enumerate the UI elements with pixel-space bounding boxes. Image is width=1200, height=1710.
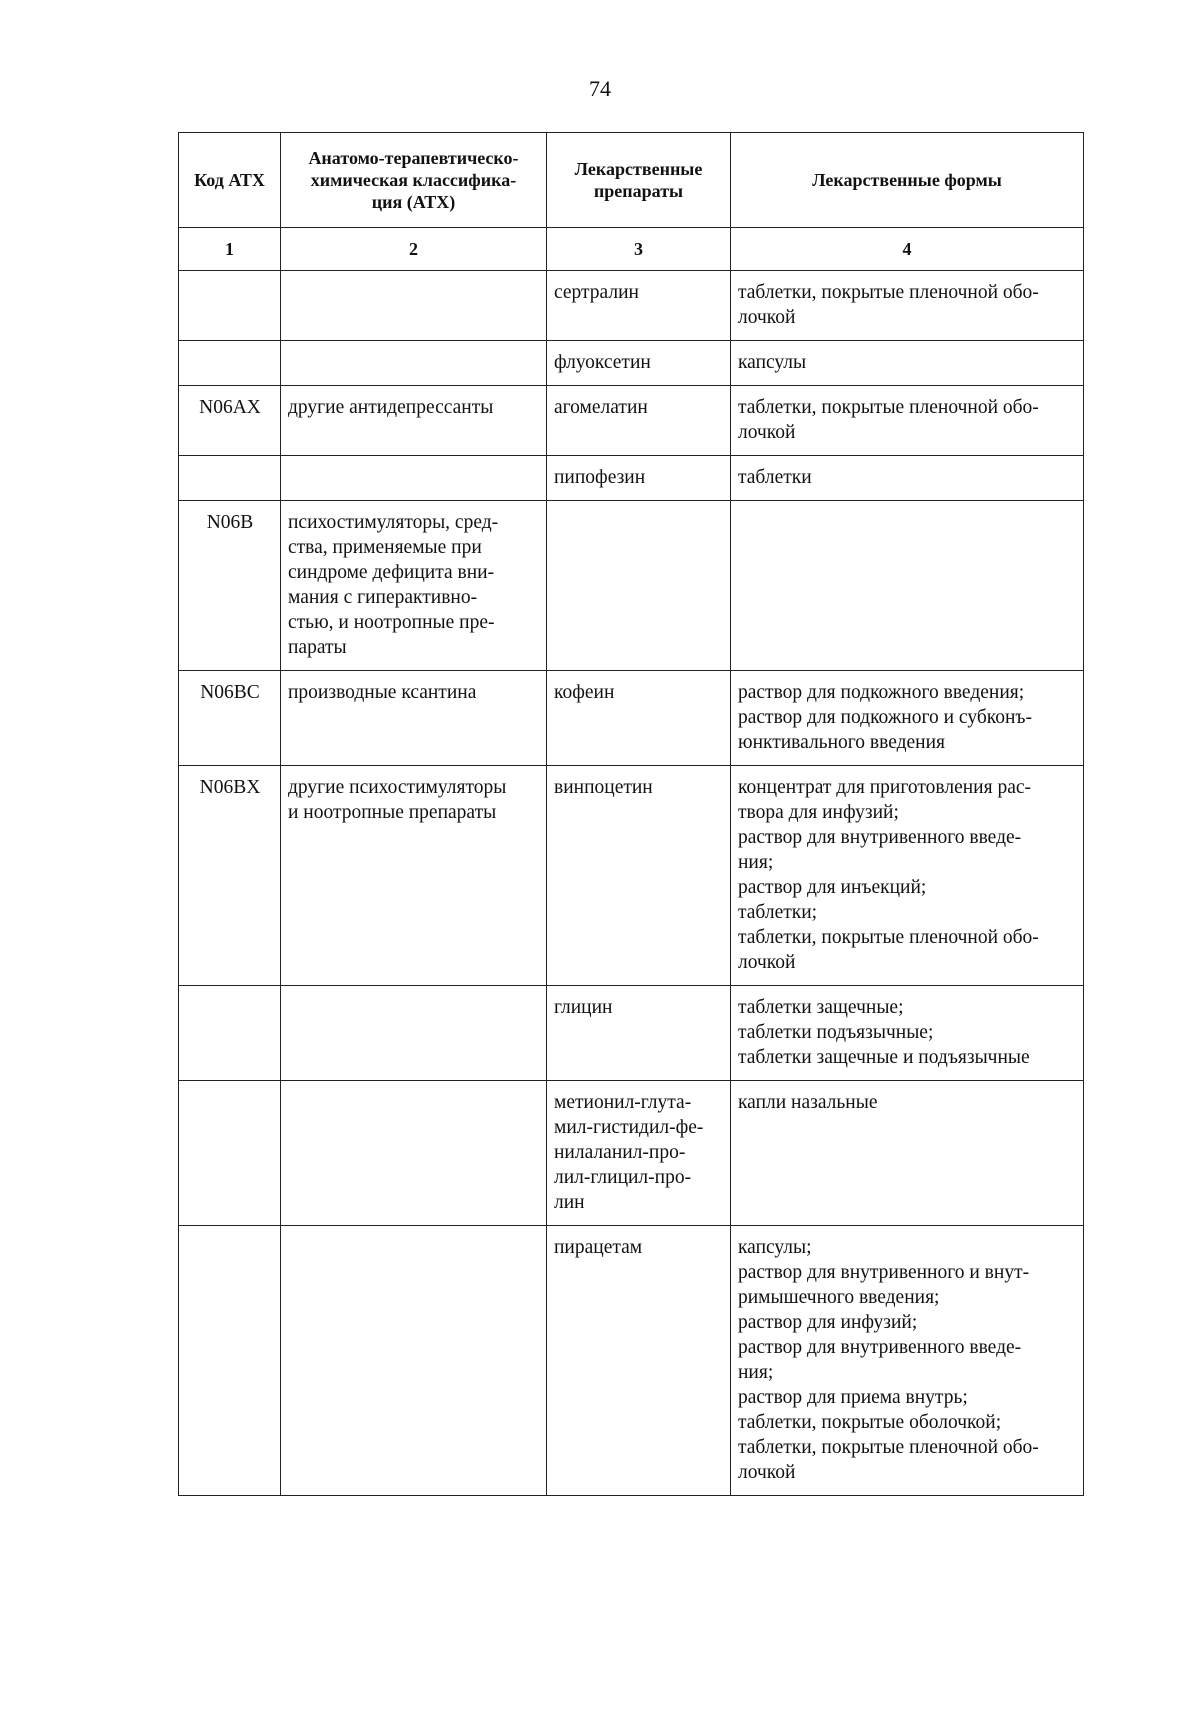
text-line: нилаланил-про- bbox=[554, 1142, 686, 1163]
text-line: раствор для подкожного введения; bbox=[738, 682, 1025, 703]
text-line: лочкой bbox=[738, 952, 796, 973]
drug-cell bbox=[547, 986, 731, 1081]
text-line: глицин bbox=[554, 997, 613, 1018]
table-row bbox=[179, 986, 1084, 1081]
drug-cell bbox=[547, 456, 731, 501]
table-body bbox=[179, 271, 1084, 1496]
text-line: кофеин bbox=[554, 682, 615, 703]
table-row bbox=[179, 501, 1084, 671]
classification-cell bbox=[281, 671, 547, 766]
classification-cell bbox=[281, 386, 547, 456]
text-line: таблетки защечные и подъязычные bbox=[738, 1047, 1030, 1068]
classification-cell bbox=[281, 986, 547, 1081]
text-line: таблетки, покрытые пленочной обо- bbox=[738, 282, 1039, 303]
atx-code-cell bbox=[179, 456, 281, 501]
text-line: производные ксантина bbox=[288, 682, 477, 703]
text-line: таблетки, покрытые пленочной обо- bbox=[738, 927, 1039, 948]
text-line: ния; bbox=[738, 1362, 774, 1383]
column-number: 4 bbox=[731, 228, 1084, 271]
text-line: юнктивального введения bbox=[738, 732, 946, 753]
text-line: другие психостимуляторы bbox=[288, 777, 507, 798]
text-line: винпоцетин bbox=[554, 777, 653, 798]
classification-cell bbox=[281, 341, 547, 386]
table-row bbox=[179, 766, 1084, 986]
text-line: таблетки подъязычные; bbox=[738, 1022, 934, 1043]
drug-cell bbox=[547, 386, 731, 456]
text-line: капсулы; bbox=[738, 1237, 812, 1258]
table-header-row bbox=[179, 133, 1084, 228]
text-line: лин bbox=[554, 1192, 585, 1213]
text-line: мил-гистидил-фе- bbox=[554, 1117, 704, 1138]
text-line: римышечного введения; bbox=[738, 1287, 940, 1308]
table-row bbox=[179, 671, 1084, 766]
atx-code-cell bbox=[179, 271, 281, 341]
text-line: мания с гиперактивно- bbox=[288, 587, 478, 608]
text-line: флуоксетин bbox=[554, 352, 651, 373]
drug-cell bbox=[547, 341, 731, 386]
atx-code-cell bbox=[179, 1081, 281, 1226]
text-line: концентрат для приготовления рас- bbox=[738, 777, 1031, 798]
classification-cell bbox=[281, 766, 547, 986]
text-line: таблетки; bbox=[738, 902, 818, 923]
classification-cell bbox=[281, 1226, 547, 1496]
text-line: таблетки, покрытые пленочной обо- bbox=[738, 397, 1039, 418]
column-number: 3 bbox=[547, 228, 731, 271]
text-line: пипофезин bbox=[554, 467, 646, 488]
atx-code-cell: N06BX bbox=[179, 766, 281, 986]
header-code bbox=[179, 133, 281, 228]
atx-code-cell bbox=[179, 986, 281, 1081]
column-number: 1 bbox=[179, 228, 281, 271]
atx-table bbox=[178, 132, 1084, 1496]
classification-cell bbox=[281, 456, 547, 501]
text-line: ция (АТХ) bbox=[371, 192, 456, 212]
text-line: раствор для инъекций; bbox=[738, 877, 927, 898]
text-line: раствор для внутривенного и внут- bbox=[738, 1262, 1030, 1283]
text-line: агомелатин bbox=[554, 397, 648, 418]
table-row bbox=[179, 1226, 1084, 1496]
text-line: лочкой bbox=[738, 1462, 796, 1483]
dosage-forms-cell bbox=[731, 986, 1084, 1081]
text-line: таблетки, покрытые пленочной обо- bbox=[738, 1437, 1039, 1458]
table-row bbox=[179, 456, 1084, 501]
text-line: ства, применяемые при bbox=[288, 537, 482, 558]
text-line: лочкой bbox=[738, 307, 796, 328]
table-row bbox=[179, 386, 1084, 456]
text-line: Код АТХ bbox=[194, 170, 265, 190]
table-row bbox=[179, 271, 1084, 341]
atx-code-cell: N06AX bbox=[179, 386, 281, 456]
text-line: препараты bbox=[593, 181, 684, 201]
classification-cell bbox=[281, 271, 547, 341]
text-line: раствор для приема внутрь; bbox=[738, 1387, 968, 1408]
text-line: таблетки, покрытые оболочкой; bbox=[738, 1412, 1002, 1433]
text-line: раствор для подкожного и субконъ- bbox=[738, 707, 1032, 728]
text-line: раствор для инфузий; bbox=[738, 1312, 918, 1333]
dosage-forms-cell bbox=[731, 456, 1084, 501]
drug-cell bbox=[547, 1226, 731, 1496]
text-line: раствор для внутривенного введе- bbox=[738, 827, 1022, 848]
dosage-forms-cell bbox=[731, 1226, 1084, 1496]
dosage-forms-cell bbox=[731, 501, 1084, 671]
text-line: пирацетам bbox=[554, 1237, 643, 1258]
text-line: другие антидепрессанты bbox=[288, 397, 494, 418]
header-forms bbox=[731, 133, 1084, 228]
text-line: капли назальные bbox=[738, 1092, 878, 1113]
dosage-forms-cell bbox=[731, 271, 1084, 341]
drug-cell bbox=[547, 766, 731, 986]
text-line: ния; bbox=[738, 852, 774, 873]
column-number-row bbox=[179, 228, 1084, 271]
table-row bbox=[179, 341, 1084, 386]
text-line: Лекарственные формы bbox=[812, 170, 1002, 190]
text-line: твора для инфузий; bbox=[738, 802, 899, 823]
text-line: таблетки защечные; bbox=[738, 997, 904, 1018]
column-number: 2 bbox=[281, 228, 547, 271]
text-line: раствор для внутривенного введе- bbox=[738, 1337, 1022, 1358]
table-row bbox=[179, 1081, 1084, 1226]
text-line: синдроме дефицита вни- bbox=[288, 562, 495, 583]
page-number: 74 bbox=[589, 76, 611, 101]
classification-cell bbox=[281, 501, 547, 671]
text-line: химическая классифика- bbox=[310, 170, 517, 190]
text-line: и ноотропные препараты bbox=[288, 802, 497, 823]
text-line: Лекарственные bbox=[574, 159, 703, 179]
header-classification bbox=[281, 133, 547, 228]
text-line: сертралин bbox=[554, 282, 639, 303]
atx-code-cell bbox=[179, 341, 281, 386]
drug-cell bbox=[547, 671, 731, 766]
dosage-forms-cell bbox=[731, 341, 1084, 386]
text-line: лочкой bbox=[738, 422, 796, 443]
text-line: психостимуляторы, сред- bbox=[288, 512, 499, 533]
dosage-forms-cell bbox=[731, 386, 1084, 456]
text-line: стью, и ноотропные пре- bbox=[288, 612, 495, 633]
text-line: метионил-глута- bbox=[554, 1092, 692, 1113]
text-line: лил-глицил-про- bbox=[554, 1167, 692, 1188]
atx-code-cell: N06BC bbox=[179, 671, 281, 766]
drug-cell bbox=[547, 271, 731, 341]
header-drugs bbox=[547, 133, 731, 228]
text-line: капсулы bbox=[738, 352, 807, 373]
drug-cell bbox=[547, 501, 731, 671]
drug-cell bbox=[547, 1081, 731, 1226]
dosage-forms-cell bbox=[731, 1081, 1084, 1226]
text-line: таблетки bbox=[738, 467, 812, 488]
dosage-forms-cell bbox=[731, 671, 1084, 766]
atx-code-cell: N06B bbox=[179, 501, 281, 671]
dosage-forms-cell bbox=[731, 766, 1084, 986]
atx-code-cell bbox=[179, 1226, 281, 1496]
text-line: Анатомо-терапевтическо- bbox=[308, 148, 519, 168]
text-line: параты bbox=[288, 637, 347, 658]
classification-cell bbox=[281, 1081, 547, 1226]
